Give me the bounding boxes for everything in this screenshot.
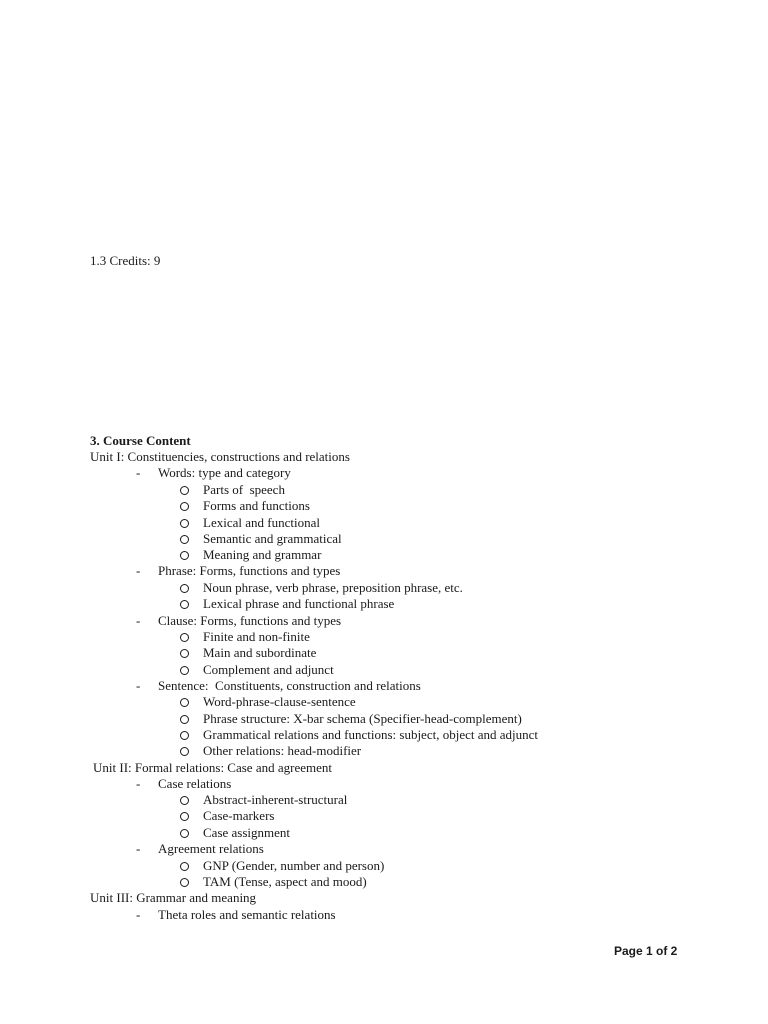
unit-title: Unit III: Grammar and meaning	[90, 890, 257, 905]
page-number: Page 1 of 2	[614, 944, 678, 958]
subtopic: Phrase structure: X-bar schema (Specifier-head-complement)	[203, 711, 522, 726]
dash-marker: -	[136, 563, 141, 578]
subtopic: TAM (Tense, aspect and mood)	[203, 874, 367, 889]
circle-bullet-icon	[180, 666, 189, 675]
dash-marker: -	[136, 776, 141, 791]
subtopic: GNP (Gender, number and person)	[203, 858, 385, 873]
subtopic: Finite and non-finite	[203, 629, 310, 644]
subtopic: Main and subordinate	[203, 645, 317, 660]
topic-label: Case relations	[158, 776, 232, 791]
subtopic: Abstract-inherent-structural	[203, 792, 348, 807]
circle-bullet-icon	[180, 551, 189, 560]
subtopic: Other relations: head-modifier	[203, 743, 362, 758]
circle-bullet-icon	[180, 862, 189, 871]
subtopic: Parts of speech	[203, 482, 285, 497]
circle-bullet-icon	[180, 698, 189, 707]
subtopic: Lexical phrase and functional phrase	[203, 596, 395, 611]
subtopic: Meaning and grammar	[203, 547, 322, 562]
unit-title: Unit II: Formal relations: Case and agreement	[93, 760, 332, 775]
circle-bullet-icon	[180, 715, 189, 724]
topic-label: Words: type and category	[158, 465, 291, 480]
circle-bullet-icon	[180, 502, 189, 511]
circle-bullet-icon	[180, 649, 189, 658]
dash-marker: -	[136, 841, 141, 856]
circle-bullet-icon	[180, 633, 189, 642]
subtopic: Case-markers	[203, 808, 275, 823]
circle-bullet-icon	[180, 486, 189, 495]
circle-bullet-icon	[180, 519, 189, 528]
circle-bullet-icon	[180, 535, 189, 544]
dash-marker: -	[136, 613, 141, 628]
circle-bullet-icon	[180, 731, 189, 740]
subtopic: Noun phrase, verb phrase, preposition phrase, etc.	[203, 580, 463, 595]
subtopic: Semantic and grammatical	[203, 531, 342, 546]
circle-bullet-icon	[180, 600, 189, 609]
dash-marker: -	[136, 465, 141, 480]
subtopic: Complement and adjunct	[203, 662, 334, 677]
topic-label: Agreement relations	[158, 841, 264, 856]
subtopic: Grammatical relations and functions: subject, object and adjunct	[203, 727, 539, 742]
circle-bullet-icon	[180, 584, 189, 593]
topic-label: Theta roles and semantic relations	[158, 907, 336, 922]
topic-label: Phrase: Forms, functions and types	[158, 563, 341, 578]
subtopic: Forms and functions	[203, 498, 310, 513]
topic-label: Sentence: Constituents, construction and relations	[158, 678, 421, 693]
dash-marker: -	[136, 907, 141, 922]
credits-line: 1.3 Credits: 9	[90, 253, 161, 268]
circle-bullet-icon	[180, 812, 189, 821]
section-heading: 3. Course Content	[90, 433, 191, 448]
topic-label: Clause: Forms, functions and types	[158, 613, 342, 628]
unit-title: Unit I: Constituencies, constructions and relations	[90, 449, 350, 464]
circle-bullet-icon	[180, 747, 189, 756]
subtopic: Word-phrase-clause-sentence	[203, 694, 356, 709]
dash-marker: -	[136, 678, 141, 693]
circle-bullet-icon	[180, 878, 189, 887]
subtopic: Case assignment	[203, 825, 291, 840]
subtopic: Lexical and functional	[203, 515, 320, 530]
circle-bullet-icon	[180, 796, 189, 805]
circle-bullet-icon	[180, 829, 189, 838]
